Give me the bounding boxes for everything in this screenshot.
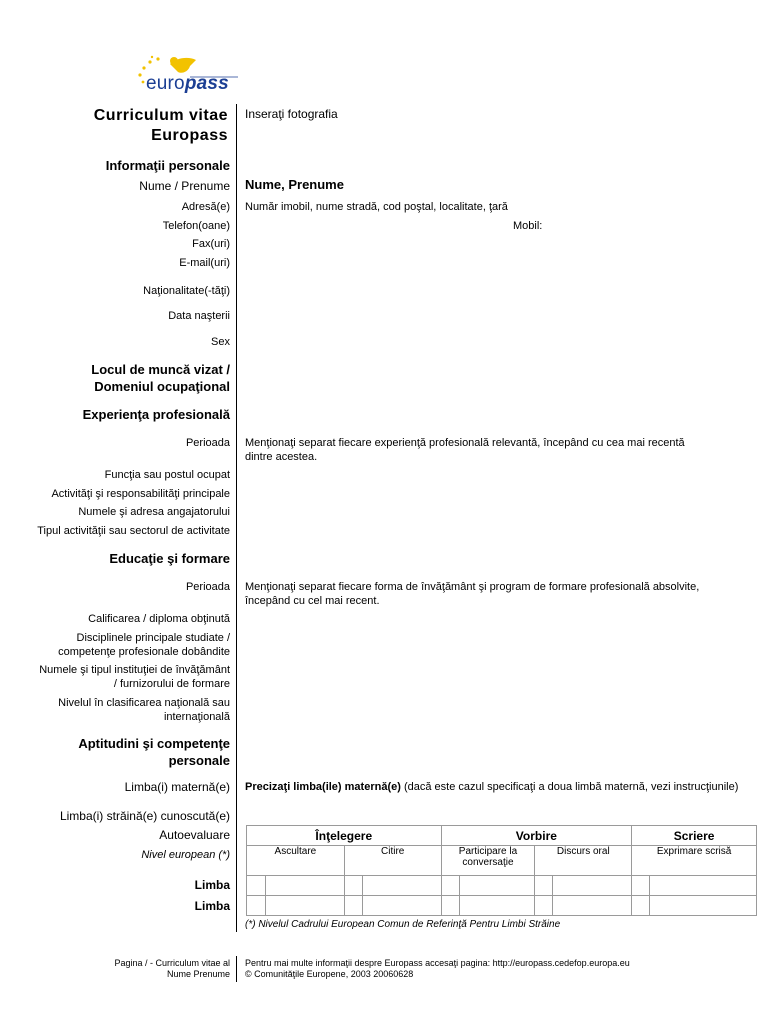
experience-period-value: Menţionaţi separat fiecare experienţă profesională relevantă, începând cu cea mai recentă dintre acestea. (245, 437, 685, 463)
section-experience: Experienţa profesională (82, 407, 230, 422)
fax-label: Fax(uri) (192, 238, 230, 250)
language-row-2 (247, 896, 757, 916)
interaction-header: Participare la conversaţie (441, 846, 535, 876)
language-row-1 (247, 876, 757, 896)
phone-label: Telefon(oane) (162, 220, 230, 232)
written-header: Exprimare scrisă (632, 846, 757, 876)
footer-page-info: Pagina / - Curriculum vitae al Nume Prenume (114, 958, 230, 979)
production-header: Discurs oral (535, 846, 632, 876)
education-period-value: Menţionaţi separat fiecare forma de învăţământ şi program de formare profesională absolvite, începând cu cel mai recent. (245, 581, 700, 607)
birth-date-label: Data naşterii (168, 310, 230, 322)
section-education: Educaţie şi formare (109, 551, 230, 566)
footer-divider (236, 956, 237, 982)
address-label: Adresă(e) (181, 201, 230, 213)
footer-info: Pentru mai multe informaţii despre Europass accesaţi pagina: http://europass.cedefop.europa.eu © Comunităţile Europene, 2003 20060628 (245, 958, 630, 979)
subjects-label: Disciplinele principale studiate / competenţe profesionale dobândite (58, 632, 230, 658)
address-value: Număr imobil, nume stradă, cod poştal, localitate, ţară (245, 201, 508, 213)
photo-placeholder: Inseraţi fotografia (245, 107, 338, 121)
section-personal-info: Informaţii personale (105, 158, 230, 173)
institution-label: Numele şi tipul instituţiei de învăţământ / furnizorului de formare (39, 664, 230, 690)
european-level-label: Nivel european (*) (141, 849, 230, 861)
column-divider (236, 104, 237, 932)
language-row-2-label: Limba (194, 899, 230, 913)
speaking-header: Vorbire (441, 826, 632, 846)
footnote: (*) Nivelul Cadrului European Comun de Referinţă Pentru Limbi Străine (245, 919, 561, 930)
page-title: Curriculum vitae Europass (93, 107, 228, 144)
email-label: E-mail(uri) (179, 257, 230, 269)
language-row-1-label: Limba (194, 878, 230, 892)
reading-header: Citire (344, 846, 441, 876)
section-desired-job: Locul de muncă vizat / Domeniul ocupaţional (91, 362, 230, 394)
foreign-languages-label: Limba(i) străină(e) cunoscută(e) (59, 809, 230, 823)
name-value: Nume, Prenume (245, 177, 344, 192)
mobile-label: Mobil: (513, 220, 543, 232)
europass-logo (130, 52, 240, 98)
logo-wordmark: europass (146, 73, 229, 94)
mother-tongue-value: Precizaţi limba(ile) maternă(e) (dacă este cazul specificaţi a doua limbă maternă, vezi instrucţiunile) (245, 781, 739, 793)
experience-period-label: Perioada (185, 437, 230, 449)
qualification-label: Calificarea / diploma obţinută (88, 613, 230, 625)
activities-label: Activităţi şi responsabilităţi principale (51, 488, 230, 500)
language-grid (246, 825, 757, 916)
mother-tongue-label: Limba(i) maternă(e) (124, 780, 230, 794)
sex-label: Sex (211, 336, 230, 348)
listening-header: Ascultare (247, 846, 345, 876)
position-label: Funcţia sau postul ocupat (104, 469, 230, 481)
section-skills: Aptitudini şi competenţe personale (78, 736, 230, 768)
understanding-header: Înţelegere (247, 826, 442, 846)
education-period-label: Perioada (185, 581, 230, 593)
name-label: Nume / Prenume (139, 179, 230, 193)
self-assessment-label: Autoevaluare (159, 828, 230, 842)
writing-header: Scriere (632, 826, 757, 846)
nationality-label: Naţionalitate(-tăţi) (143, 285, 230, 297)
national-level-label: Nivelul în clasificarea naţională sau internaţională (58, 697, 230, 723)
sector-label: Tipul activităţii sau sectorul de activitate (37, 525, 230, 537)
employer-label: Numele şi adresa angajatorului (78, 506, 230, 518)
